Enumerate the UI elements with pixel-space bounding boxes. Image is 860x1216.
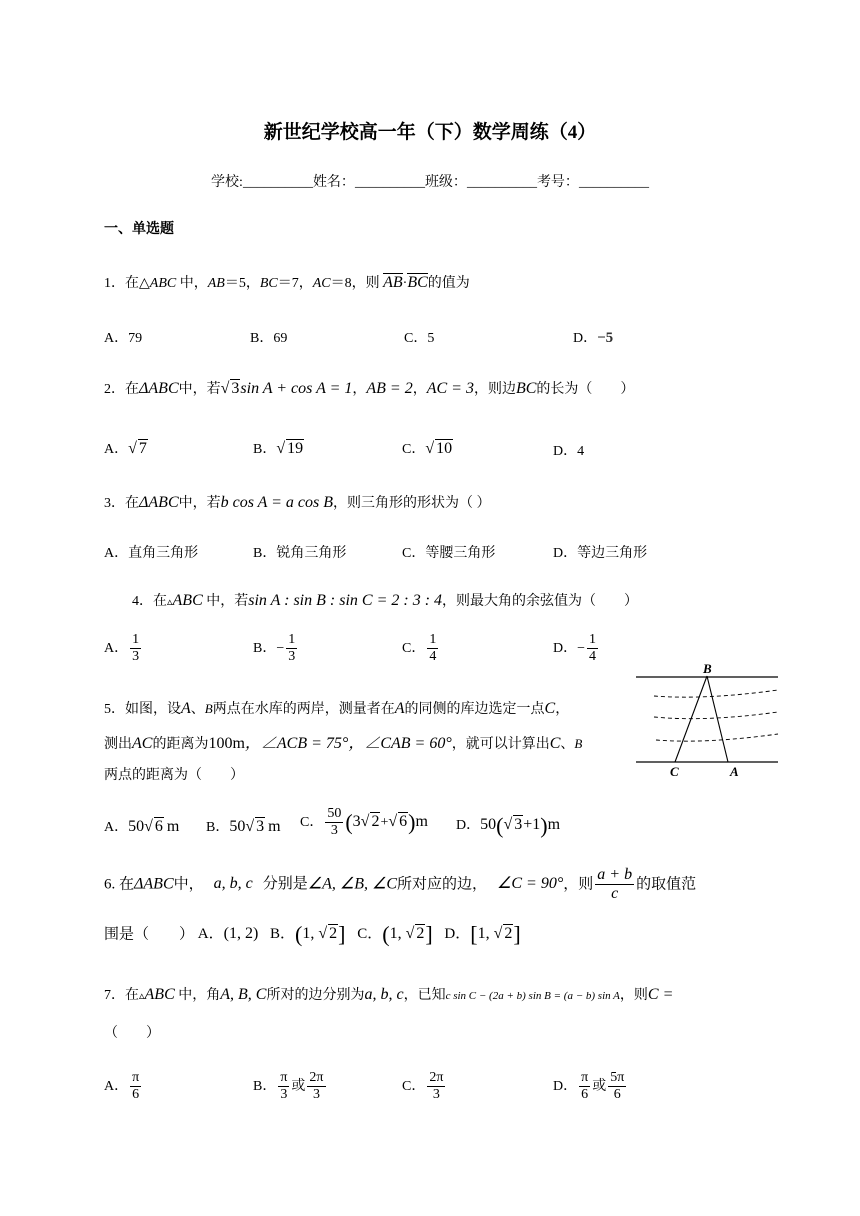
q6-option-d[interactable]: D．[1, √ 2] [444,922,521,947]
label-c: C [670,764,679,779]
q6-option-b[interactable]: B．(1, √ 2] [270,922,346,947]
q1-option-c[interactable]: C．5 [404,331,435,346]
q2-option-b[interactable]: B．√ 19 [253,440,304,457]
question-5-line-1: 5．如图，设A、B两点在水库的两岸，测量者在A的同侧的库边选定一点C， [104,700,570,717]
q4-option-a[interactable]: A． $\frac{1}{3}$ [104,632,140,665]
question-6-line-2: 围是（ ） A．(1, 2) B．(1, √ 2] C．(1, √ 2] D．[1, √ 2] [104,922,521,947]
water-wave-1 [654,690,778,697]
q7-option-b[interactable]: B． $\frac{\pi}{3}$ 或 $\frac{2\pi}{3}$ [253,1070,324,1103]
q2-option-d[interactable]: D．4 [553,444,585,459]
q4-option-d[interactable]: D．− $\frac{1}{4}$ [553,632,597,665]
school-field[interactable]: __________ [242,175,313,190]
class-field[interactable]: __________ [466,175,537,190]
question-5-line-3: 两点的距离为（ ） [104,768,244,783]
q4-option-c[interactable]: C． $\frac{1}{4}$ [402,632,437,665]
q4-option-b[interactable]: B．− $\frac{1}{3}$ [253,632,296,665]
q1-option-b[interactable]: B．69 [250,331,288,346]
q3-option-b[interactable]: B．锐角三角形 [253,546,347,561]
water-wave-3 [656,734,778,741]
q3-option-d[interactable]: D．等边三角形 [553,546,648,561]
number-field[interactable]: __________ [578,175,649,190]
q5-option-b[interactable]: B．50√ 3 m [206,818,281,835]
q1-option-d[interactable]: D．−5 [573,330,614,346]
student-info [0,171,860,191]
label-a: A [730,764,739,779]
q1-option-a[interactable]: A．79 [104,331,143,346]
page-title: 新世纪学校高一年（下）数学周练（4） [263,122,597,143]
vector-ab: AB [383,274,403,291]
section-heading: 一、单选题 [104,222,174,237]
q7-option-d[interactable]: D． $\frac{\pi}{6}$ 或 $\frac{5\pi}{6}$ [553,1070,625,1103]
q2-option-a[interactable]: A．√ 7 [104,440,147,457]
reservoir-figure [636,660,780,780]
segment-bc [675,676,707,762]
vector-bc: BC [407,274,428,291]
question-6-line-1: 6. 在ΔABC中， a, b, c 分别是∠A, ∠B, ∠C所对应的边， ∠C = 90°，则 $\frac{a + b}{c}$ 的取值范 [104,866,697,903]
q6-option-c[interactable]: C．(1, √ 2] [357,922,433,947]
segment-ba [707,676,728,762]
name-field[interactable]: __________ [354,175,425,190]
question-4: 4．在▵ABC 中，若sin A : sin B : sin C = 2 : 3 : 4，则最大角的余弦值为（ ） [132,592,639,609]
q6-option-a[interactable]: A．(1, 2) [197,925,259,943]
q5-option-c[interactable]: C． $\frac{50}{3}$ (3√ 2+√ 6)m [300,806,428,839]
label-b: B [703,661,712,676]
q3-option-c[interactable]: C．等腰三角形 [402,546,496,561]
class-label: 班级： [424,175,467,190]
q5-option-a[interactable]: A．50√ 6 m [104,818,180,835]
question-2: 2．在ΔABC中，若√ 3sin A + cos A = 1，AB = 2，AC = 3，则边BC的长为（ ） [104,380,635,397]
question-5-line-2: 测出AC的距离为100m，∠ACB = 75°，∠CAB = 60°，就可以计算出C、B [104,735,583,752]
question-7-line-1: 7．在▵ABC 中，角A, B, C所对的边分别为a, b, c，已知c sin C − (2a + b) sin B = (a − b) sin A，则C = [104,986,674,1003]
q2-option-c[interactable]: C．√ 10 [402,440,453,457]
question-7-line-2: （ ） [104,1026,160,1041]
school-label: 学校: [211,175,243,190]
name-label: 姓名： [312,175,355,190]
question-3: 3．在ΔABC中，若b cos A = a cos B，则三角形的形状为（ ） [104,494,491,511]
number-label: 考号： [536,175,579,190]
q3-option-a[interactable]: A．直角三角形 [104,546,199,561]
q7-option-c[interactable]: C． $\frac{2\pi}{3}$ [402,1070,444,1103]
q7-option-a[interactable]: A． $\frac{\pi}{6}$ [104,1070,140,1103]
q5-option-d[interactable]: D．50(√ 3+1)m [456,813,561,838]
question-1: 1．在△ABC 中，AB＝5，BC＝7，AC＝8，则 AB·BC的值为 [104,274,470,291]
